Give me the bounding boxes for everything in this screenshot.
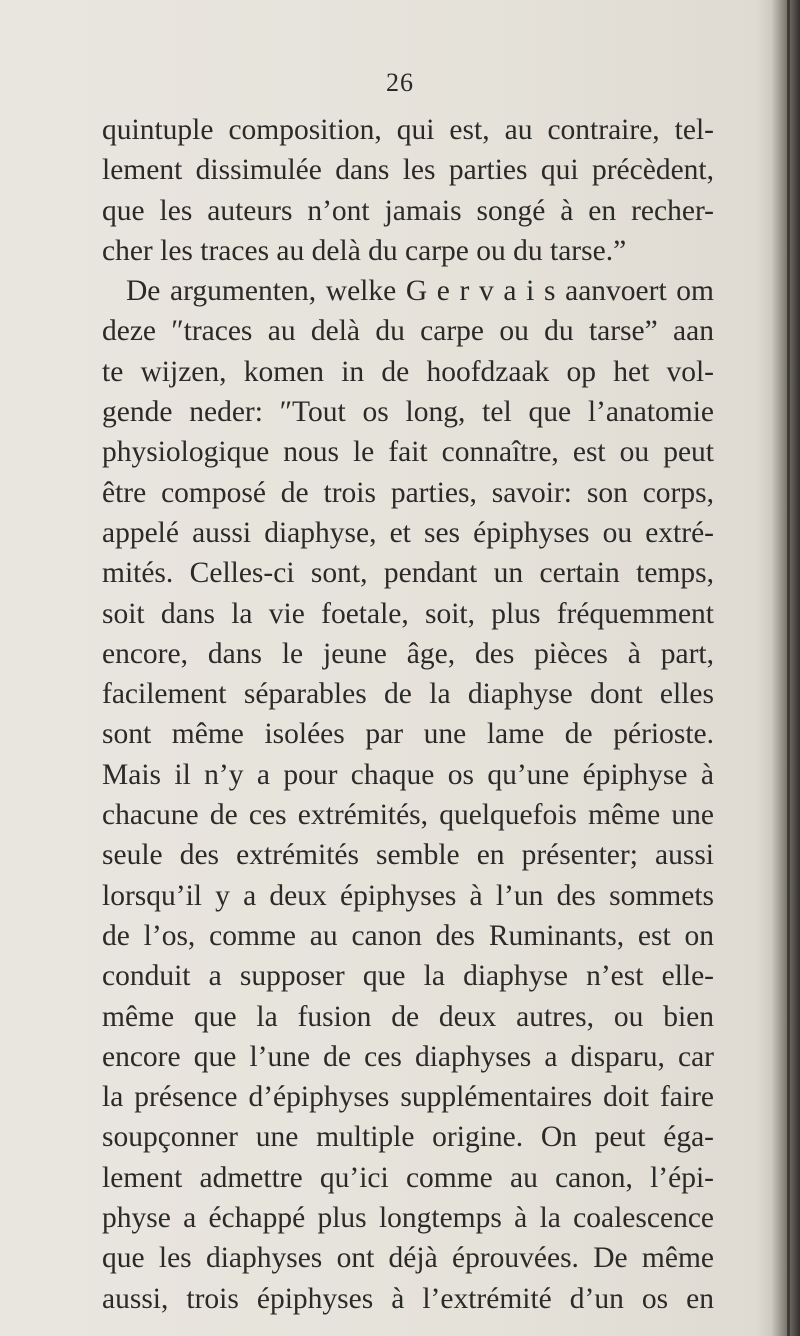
text-line: appelé aussi diaphyse, et ses épiphyses ou extré- <box>102 516 714 549</box>
text-line: conduit a supposer que la diaphyse n’est elle- <box>102 960 714 993</box>
text-line: de l’os, comme au canon des Ruminants, est on <box>102 919 714 952</box>
page-edge <box>787 0 790 1336</box>
text-line: même que la fusion de deux autres, ou bien <box>102 1000 714 1033</box>
text-line: cher les traces au delà du carpe ou du tarse.” <box>102 234 627 267</box>
text-line: soit dans la vie foetale, soit, plus fréquemment <box>102 597 714 630</box>
text-line: physiologique nous le fait connaître, est ou peut <box>102 436 714 469</box>
text-line: gende neder: ″Tout os long, tel que l’anatomie <box>102 396 714 429</box>
text-line: physe a échappé plus longtemps à la coalescence <box>102 1202 714 1235</box>
text-line: deze ″traces au delà du carpe ou du tarse” aan <box>102 315 714 348</box>
text-line: que les auteurs n’ont jamais songé à en recher- <box>102 194 714 227</box>
text-line: aussi, trois épiphyses à l’extrémité d’un os en <box>102 1282 714 1315</box>
body-text <box>102 110 714 1319</box>
text-line: lement admettre qu’ici comme au canon, l’épi- <box>102 1161 714 1194</box>
text-line: De argumenten, welke G e r v a i s aanvoert om <box>126 275 714 308</box>
text-line: chacune de ces extrémités, quelquefois même une <box>102 799 714 832</box>
text-line: seule des extrémités semble en présenter; aussi <box>102 839 714 872</box>
page-number: 26 <box>386 68 414 97</box>
text-line: être composé de trois parties, savoir: son corps, <box>102 476 714 509</box>
text-line: sont même isolées par une lame de périoste. <box>102 718 714 751</box>
text-line: encore, dans le jeune âge, des pièces à part, <box>102 637 714 670</box>
text-line: facilement séparables de la diaphyse dont elles <box>102 678 714 711</box>
text-line: soupçonner une multiple origine. On peut éga- <box>102 1121 714 1154</box>
text-line: encore que l’une de ces diaphyses a disparu, car <box>102 1040 714 1073</box>
text-line: lement dissimulée dans les parties qui précèdent, <box>102 154 714 187</box>
text-line: te wijzen, komen in de hoofdzaak op het vol- <box>102 355 714 388</box>
text-line: la présence d’épiphyses supplémentaires doit faire <box>102 1081 714 1114</box>
text-line: que les diaphyses ont déjà éprouvées. De même <box>102 1242 714 1275</box>
text-line: lorsqu’il y a deux épiphyses à l’un des sommets <box>102 879 714 912</box>
text-line: quintuple composition, qui est, au contraire, tel- <box>102 114 714 146</box>
text-line: Mais il n’y a pour chaque os qu’une épiphyse à <box>102 758 714 791</box>
text-line: mités. Celles-ci sont, pendant un certain temps, <box>102 557 714 590</box>
binding-shadow <box>756 0 800 1336</box>
